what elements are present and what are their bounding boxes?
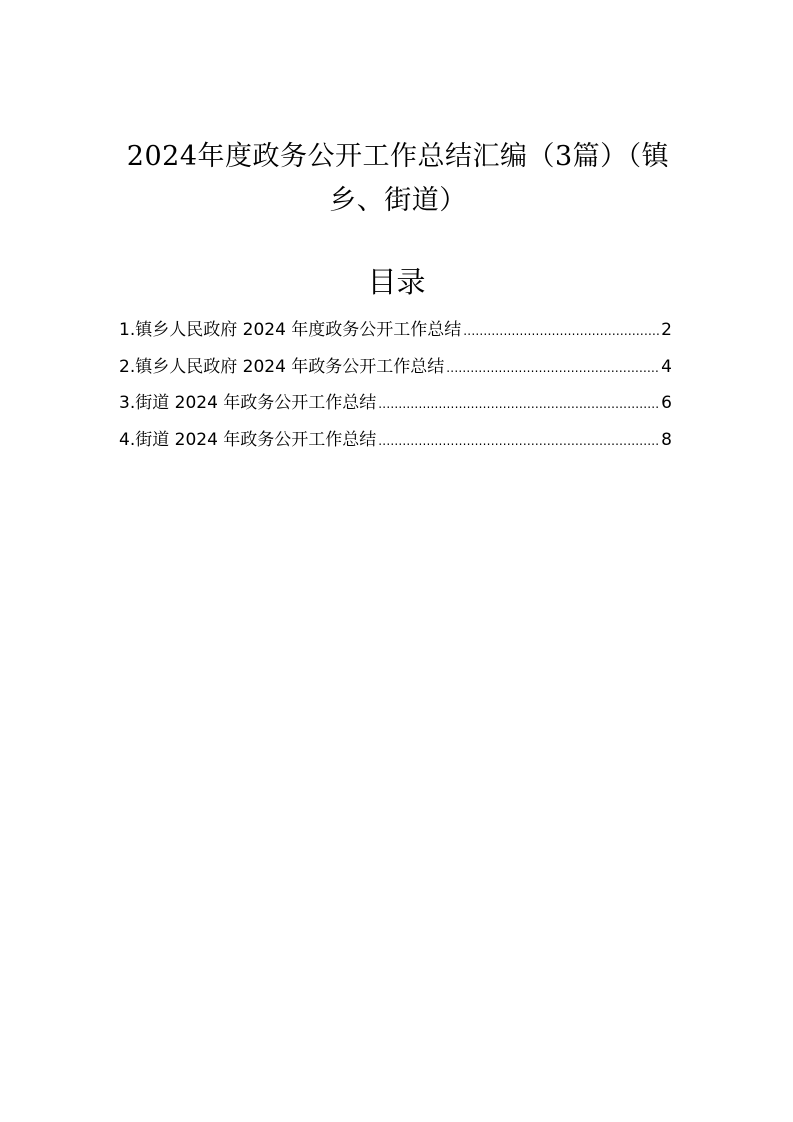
toc-entry-page: 2 (661, 320, 672, 340)
toc-dot-leader (378, 386, 659, 423)
toc-entry-text: 4.街道 2024 年政务公开工作总结 (119, 430, 377, 451)
document-title: 2024年度政务公开工作总结汇编（3篇）（镇乡、街道） (126, 141, 670, 216)
toc-heading: 目录 (367, 265, 426, 299)
toc-entry-page: 8 (661, 430, 672, 451)
toc-entry-4[interactable] (119, 422, 672, 459)
toc-entry-page: 6 (661, 393, 672, 414)
toc-dot-leader (463, 313, 659, 350)
toc-entry-text: 3.街道 2024 年政务公开工作总结 (119, 393, 377, 414)
toc-entry-text: 1.镇乡人民政府 2024 年度政务公开工作总结 (119, 320, 462, 340)
toc-entry-1[interactable] (119, 312, 672, 349)
toc-entry-text: 2.镇乡人民政府 2024 年政务公开工作总结 (119, 356, 445, 377)
toc-dot-leader (378, 423, 659, 460)
toc-dot-leader (446, 350, 659, 387)
toc-entry-page: 4 (661, 356, 672, 377)
table-of-contents (119, 312, 672, 459)
toc-entry-2[interactable] (119, 349, 672, 386)
toc-entry-3[interactable] (119, 385, 672, 422)
